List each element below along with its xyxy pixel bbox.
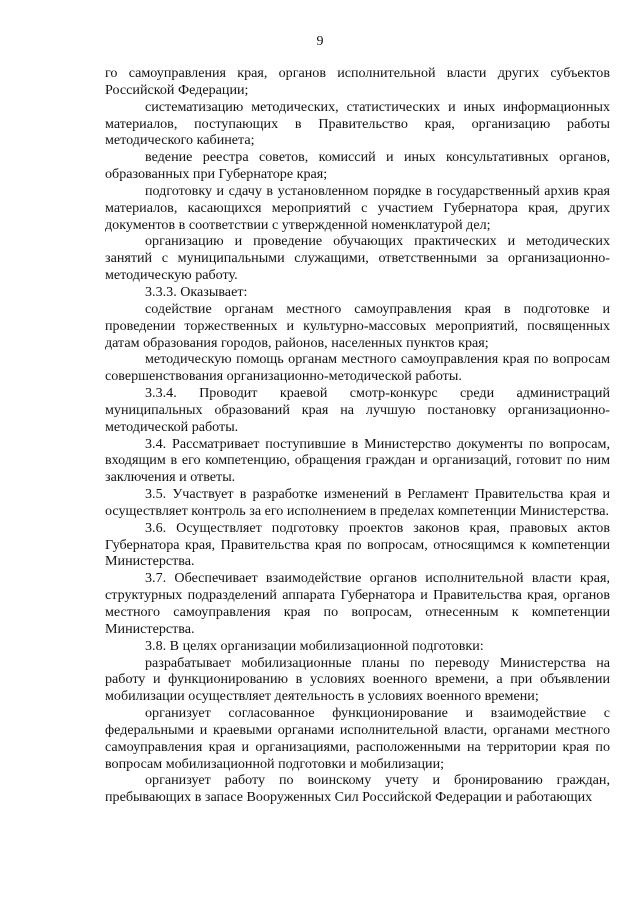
paragraph: содействие органам местного самоуправления края в подготовке и проведении торжественных и культурно-массовых мероприятий, посвященных датам образования городов, районов, населенных пунктов края; [105,300,610,351]
paragraph: организацию и проведение обучающих практических и методических занятий с муниципальными служащими, ответственными за организационно-методическую работу. [105,233,610,284]
paragraph: 3.5. Участвует в разработке изменений в Регламент Правительства края и осуществляет контроль за его исполнением в пределах компетенции Министерства. [105,486,610,519]
paragraph: методическую помощь органам местного самоуправления края по вопросам совершенствования организационно-методической работы. [105,351,610,385]
paragraph: 3.8. В целях организации мобилизационной подготовки: [145,637,484,654]
paragraph: систематизацию методических, статистических и иных информационных материалов, поступающих в Правительство края, организацию работы методического кабинета; [105,98,610,149]
paragraph: 3.3.3. Оказывает: [145,283,248,300]
paragraph: организует работу по воинскому учету и бронированию граждан, пребывающих в запасе Вооруженных Сил Российской Федерации и работающих [105,772,610,806]
paragraph: 3.7. Обеспечивает взаимодействие органов исполнительной власти края, структурных подразделений аппарата Губернатора и Правительства края, органов местного самоуправления края по вопросам, отнесенным к компетенции Министерства. [105,570,610,637]
paragraph: разрабатывает мобилизационные планы по переводу Министерства на работу и функционированию в условиях военного времени, а при объявлении мобилизации осуществляет деятельность в условиях военного времени; [105,654,610,705]
paragraph: ведение реестра советов, комиссий и иных консультативных органов, образованных при Губернаторе края; [105,149,610,183]
page-number: 9 [316,34,324,49]
paragraph: 3.6. Осуществляет подготовку проектов законов края, правовых актов Губернатора края, Правительства края по вопросам, относящимся к компетенции Министерства. [105,519,610,570]
paragraph: подготовку и сдачу в установленном порядке в государственный архив края материалов, касающихся мероприятий с участием Губернатора края, других документов в соответствии с утвержденной номенклатурой дел; [105,182,610,233]
paragraph: организует согласованное функционирование и взаимодействие с федеральными и краевыми органами исполнительной власти, органами местного самоуправления края и организациями, расположенными на территории края по вопросам мобилизационной подготовки и мобилизации; [105,705,610,772]
paragraph-continuation: го самоуправления края, органов исполнительной власти других субъектов Российской Федерации; [105,65,610,98]
paragraph: 3.4. Рассматривает поступившие в Министерство документы по вопросам, входящим в его компетенцию, обращения граждан и организаций, готовит по ним заключения и ответы. [105,435,610,486]
document-body [105,65,610,806]
paragraph: 3.3.4. Проводит краевой смотр-конкурс среди администраций муниципальных образований края на лучшую постановку организационно-методической работы. [105,385,610,435]
